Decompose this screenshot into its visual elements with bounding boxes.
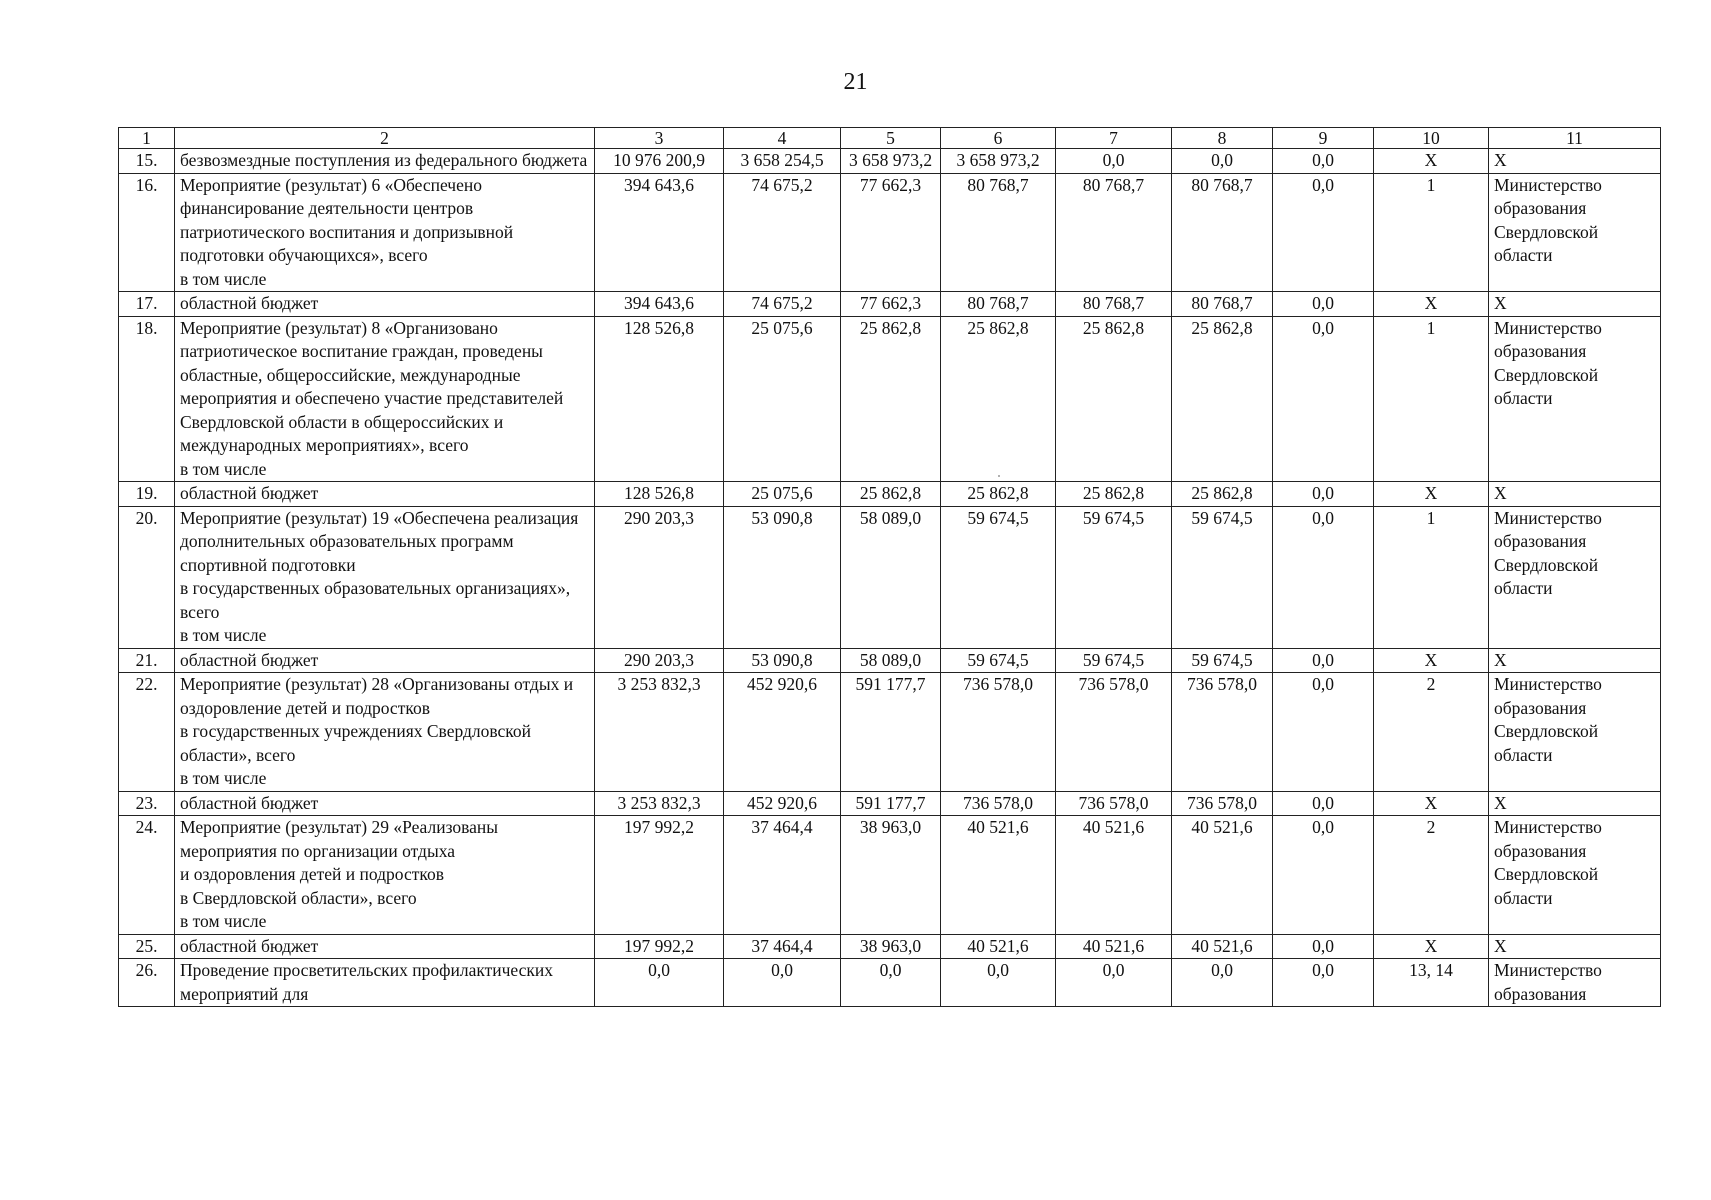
- value-cell-text: 394 643,6: [624, 174, 694, 195]
- value-cell: [941, 316, 1056, 482]
- value-cell-text: 452 920,6: [747, 792, 817, 813]
- target-index-cell-text: 13, 14: [1409, 960, 1453, 980]
- value-cell-text: 58 089,0: [859, 649, 922, 670]
- table-row: [119, 173, 1661, 292]
- value-cell: [1273, 934, 1374, 959]
- value-cell: [724, 934, 841, 959]
- value-cell-text: 0,0: [1312, 293, 1334, 313]
- description-cell: [175, 959, 595, 1007]
- value-cell: [841, 791, 941, 816]
- value-cell-text: 74 675,2: [751, 174, 813, 195]
- value-cell: [1172, 959, 1273, 1007]
- value-cell: [595, 149, 724, 174]
- value-cell: [1172, 934, 1273, 959]
- value-cell-text: 736 578,0: [1187, 792, 1257, 813]
- value-cell: [1056, 506, 1172, 648]
- value-cell-text: 38 963,0: [859, 817, 922, 837]
- value-cell: [1172, 506, 1273, 648]
- row-number-cell: [119, 482, 175, 507]
- responsible-executor-cell-text: Министерство образования: [1494, 960, 1602, 1004]
- row-number-cell-text: 22.: [135, 674, 158, 694]
- responsible-executor-cell: [1489, 791, 1661, 816]
- responsible-executor-cell-text: Х: [1494, 649, 1507, 670]
- column-header: 11: [1489, 128, 1661, 149]
- value-cell: [941, 816, 1056, 935]
- value-cell: [941, 149, 1056, 174]
- table-row: [119, 673, 1661, 792]
- description-cell: [175, 791, 595, 816]
- value-cell: [724, 648, 841, 673]
- value-cell-text: 25 075,6: [751, 483, 813, 503]
- value-cell: [1172, 149, 1273, 174]
- row-number-cell: [119, 959, 175, 1007]
- value-cell-text: 591 177,7: [855, 674, 926, 694]
- description-cell: [175, 292, 595, 317]
- value-cell: [1056, 316, 1172, 482]
- value-cell: [595, 816, 724, 935]
- description-cell-text: Проведение просветительских профилактических мероприятий для: [180, 960, 554, 1004]
- value-cell: [595, 648, 724, 673]
- value-cell-text: 59 674,5: [1191, 649, 1253, 670]
- value-cell-text: 0,0: [1312, 317, 1334, 338]
- row-number-cell: [119, 173, 175, 292]
- target-index-cell-text: Х: [1424, 792, 1438, 813]
- target-index-cell: [1374, 316, 1489, 482]
- description-cell-text: безвозмездные поступления из федерального бюджета: [180, 150, 588, 170]
- description-cell-text: Мероприятие (результат) 28 «Организованы отдых и оздоровление детей и подростков в государственных учреждениях Свердловской области», всего в том числе: [180, 674, 574, 788]
- value-cell-text: 74 675,2: [751, 293, 813, 313]
- value-cell: [1273, 673, 1374, 792]
- table-row: [119, 959, 1661, 1007]
- value-cell-text: 80 768,7: [1082, 293, 1145, 313]
- description-cell-text: областной бюджет: [180, 935, 319, 956]
- responsible-executor-cell-text: Министерство образования Свердловской области: [1494, 674, 1602, 765]
- responsible-executor-cell: [1489, 292, 1661, 317]
- value-cell-text: 0,0: [1102, 150, 1125, 170]
- value-cell: [595, 791, 724, 816]
- value-cell: [724, 316, 841, 482]
- responsible-executor-cell-text: Министерство образования Свердловской области: [1494, 817, 1602, 908]
- value-cell-text: 80 768,7: [967, 174, 1029, 195]
- description-cell-text: областной бюджет: [180, 293, 319, 313]
- value-cell: [724, 959, 841, 1007]
- value-cell-text: 0,0: [1312, 792, 1334, 813]
- row-number-cell-text: 25.: [135, 935, 158, 956]
- value-cell-text: 25 862,8: [859, 483, 922, 503]
- value-cell-text: 736 578,0: [1187, 674, 1257, 694]
- value-cell-text: 25 862,8: [1191, 483, 1253, 503]
- value-cell: [1056, 292, 1172, 317]
- description-cell-text: областной бюджет: [180, 792, 319, 813]
- value-cell: [724, 673, 841, 792]
- value-cell: [1273, 482, 1374, 507]
- value-cell-text: 452 920,6: [747, 674, 817, 694]
- value-cell: [595, 173, 724, 292]
- value-cell: [841, 506, 941, 648]
- target-index-cell-text: 1: [1426, 317, 1436, 338]
- value-cell: [595, 506, 724, 648]
- value-cell: [724, 292, 841, 317]
- value-cell: [841, 316, 941, 482]
- value-cell: [941, 673, 1056, 792]
- value-cell-text: 736 578,0: [1078, 792, 1149, 813]
- value-cell-text: 0,0: [987, 960, 1009, 980]
- page-number: 21: [843, 69, 868, 95]
- value-cell-text: 736 578,0: [963, 792, 1033, 813]
- row-number-cell-text: 18.: [135, 317, 158, 338]
- value-cell: [841, 816, 941, 935]
- description-cell-text: областной бюджет: [180, 649, 319, 670]
- responsible-executor-cell: [1489, 316, 1661, 482]
- target-index-cell: [1374, 648, 1489, 673]
- value-cell-text: 290 203,3: [624, 507, 694, 528]
- value-cell: [1172, 648, 1273, 673]
- row-number-cell: [119, 316, 175, 482]
- description-cell: [175, 673, 595, 792]
- value-cell-text: 0,0: [1312, 935, 1334, 956]
- description-cell-text: Мероприятие (результат) 29 «Реализованы мероприятия по организации отдыха и оздоровления детей и подростков в Свердловской области», всего в том числе: [180, 817, 499, 931]
- table-row: [119, 648, 1661, 673]
- responsible-executor-cell-text: Х: [1494, 792, 1507, 813]
- description-cell-text: Мероприятие (результат) 6 «Обеспечено финансирование деятельности центров патриотического воспитания и допризывной подготовки обучающихся», всего в том числе: [180, 174, 514, 289]
- column-header: 9: [1273, 128, 1374, 149]
- value-cell-text: 0,0: [1312, 674, 1334, 694]
- value-cell-text: 0,0: [1312, 507, 1334, 528]
- value-cell-text: 40 521,6: [1082, 935, 1145, 956]
- value-cell: [941, 648, 1056, 673]
- value-cell-text: 3 658 973,2: [956, 150, 1040, 170]
- row-number-cell: [119, 648, 175, 673]
- target-index-cell: [1374, 791, 1489, 816]
- description-cell-text: Мероприятие (результат) 8 «Организовано патриотическое воспитание граждан, проведены областные, общероссийские, международные мероприятия и обеспечено участие представителей Свердловской области в общероссийских и международных мероприятиях», всего в том числе: [180, 317, 564, 479]
- value-cell: [941, 506, 1056, 648]
- responsible-executor-cell-text: Х: [1494, 483, 1507, 503]
- budget-table: [118, 127, 1661, 1007]
- row-number-cell-text: 15.: [135, 150, 158, 170]
- value-cell: [841, 959, 941, 1007]
- value-cell-text: 0,0: [1102, 960, 1125, 980]
- row-number-cell-text: 24.: [135, 817, 158, 837]
- value-cell-text: 0,0: [771, 960, 793, 980]
- value-cell: [1172, 316, 1273, 482]
- value-cell-text: 25 862,8: [859, 317, 922, 338]
- value-cell-text: 10 976 200,9: [613, 150, 705, 170]
- value-cell: [1273, 316, 1374, 482]
- value-cell: [1172, 482, 1273, 507]
- value-cell: [1056, 482, 1172, 507]
- value-cell-text: 0,0: [1211, 960, 1233, 980]
- value-cell-text: 53 090,8: [751, 649, 813, 670]
- column-header: 7: [1056, 128, 1172, 149]
- value-cell-text: 128 526,8: [624, 483, 694, 503]
- responsible-executor-cell: [1489, 816, 1661, 935]
- value-cell: [1056, 816, 1172, 935]
- responsible-executor-cell: [1489, 648, 1661, 673]
- description-cell: [175, 934, 595, 959]
- value-cell: [841, 673, 941, 792]
- value-cell-text: 59 674,5: [967, 649, 1029, 670]
- value-cell: [1056, 673, 1172, 792]
- value-cell-text: 53 090,8: [751, 507, 813, 528]
- value-cell-text: 0,0: [1312, 960, 1334, 980]
- target-index-cell: [1374, 482, 1489, 507]
- value-cell-text: 736 578,0: [963, 674, 1033, 694]
- table-row: [119, 791, 1661, 816]
- scan-speck: [998, 475, 1000, 477]
- table-row: [119, 482, 1661, 507]
- table-body: [119, 149, 1661, 1007]
- value-cell: [595, 316, 724, 482]
- value-cell-text: 0,0: [1211, 150, 1233, 170]
- responsible-executor-cell: [1489, 482, 1661, 507]
- description-cell: [175, 506, 595, 648]
- value-cell: [941, 482, 1056, 507]
- target-index-cell: [1374, 173, 1489, 292]
- column-header: 5: [841, 128, 941, 149]
- target-index-cell-text: 2: [1426, 817, 1436, 837]
- table-row: [119, 934, 1661, 959]
- target-index-cell-text: 2: [1426, 674, 1436, 694]
- value-cell: [1172, 791, 1273, 816]
- responsible-executor-cell: [1489, 149, 1661, 174]
- value-cell-text: 25 862,8: [1191, 317, 1253, 338]
- value-cell: [1273, 816, 1374, 935]
- column-header: 2: [175, 128, 595, 149]
- responsible-executor-cell-text: Министерство образования Свердловской области: [1494, 317, 1602, 408]
- table-row: [119, 149, 1661, 174]
- value-cell-text: 197 992,2: [624, 817, 694, 837]
- value-cell: [595, 482, 724, 507]
- responsible-executor-cell: [1489, 959, 1661, 1007]
- row-number-cell-text: 17.: [135, 293, 158, 313]
- responsible-executor-cell: [1489, 506, 1661, 648]
- target-index-cell: [1374, 959, 1489, 1007]
- value-cell-text: 80 768,7: [1082, 174, 1145, 195]
- value-cell: [1273, 648, 1374, 673]
- target-index-cell-text: Х: [1424, 649, 1438, 670]
- value-cell-text: 591 177,7: [855, 792, 926, 813]
- responsible-executor-cell-text: Министерство образования Свердловской области: [1494, 174, 1602, 265]
- value-cell-text: 25 862,8: [1082, 483, 1145, 503]
- value-cell-text: 128 526,8: [624, 317, 694, 338]
- table-row: [119, 316, 1661, 482]
- value-cell: [941, 959, 1056, 1007]
- value-cell: [1273, 791, 1374, 816]
- value-cell-text: 37 464,4: [751, 817, 813, 837]
- target-index-cell-text: Х: [1424, 935, 1438, 956]
- column-header: 3: [595, 128, 724, 149]
- value-cell-text: 736 578,0: [1078, 674, 1149, 694]
- value-cell: [1273, 959, 1374, 1007]
- value-cell: [941, 934, 1056, 959]
- value-cell: [1056, 791, 1172, 816]
- value-cell-text: 80 768,7: [1191, 174, 1253, 195]
- value-cell-text: 3 253 832,3: [617, 792, 701, 813]
- column-header: 1: [119, 128, 175, 149]
- row-number-cell: [119, 673, 175, 792]
- value-cell-text: 0,0: [648, 960, 670, 980]
- target-index-cell: [1374, 149, 1489, 174]
- value-cell: [841, 149, 941, 174]
- value-cell: [1273, 149, 1374, 174]
- target-index-cell: [1374, 934, 1489, 959]
- value-cell-text: 40 521,6: [1191, 817, 1253, 837]
- value-cell-text: 59 674,5: [1082, 649, 1145, 670]
- row-number-cell-text: 19.: [135, 483, 158, 503]
- target-index-cell: [1374, 292, 1489, 317]
- value-cell-text: 80 768,7: [967, 293, 1029, 313]
- column-header: 8: [1172, 128, 1273, 149]
- row-number-cell: [119, 791, 175, 816]
- value-cell: [724, 482, 841, 507]
- value-cell-text: 58 089,0: [859, 507, 922, 528]
- responsible-executor-cell: [1489, 173, 1661, 292]
- row-number-cell-text: 16.: [135, 174, 158, 195]
- description-cell: [175, 816, 595, 935]
- value-cell: [595, 959, 724, 1007]
- value-cell-text: 40 521,6: [1191, 935, 1253, 956]
- value-cell-text: 197 992,2: [624, 935, 694, 956]
- value-cell: [1273, 292, 1374, 317]
- value-cell: [724, 791, 841, 816]
- value-cell: [1056, 959, 1172, 1007]
- responsible-executor-cell: [1489, 934, 1661, 959]
- target-index-cell: [1374, 816, 1489, 935]
- value-cell: [1273, 173, 1374, 292]
- value-cell-text: 59 674,5: [1082, 507, 1145, 528]
- row-number-cell-text: 26.: [135, 960, 158, 980]
- value-cell: [1172, 292, 1273, 317]
- value-cell: [841, 292, 941, 317]
- target-index-cell-text: 1: [1426, 174, 1436, 195]
- responsible-executor-cell-text: Х: [1494, 935, 1507, 956]
- column-header: 4: [724, 128, 841, 149]
- column-header: 6: [941, 128, 1056, 149]
- target-index-cell-text: 1: [1426, 507, 1436, 528]
- value-cell: [595, 934, 724, 959]
- target-index-cell-text: Х: [1424, 483, 1438, 503]
- value-cell: [595, 292, 724, 317]
- value-cell-text: 0,0: [1312, 150, 1334, 170]
- responsible-executor-cell: [1489, 673, 1661, 792]
- value-cell-text: 0,0: [1312, 649, 1334, 670]
- value-cell: [1056, 173, 1172, 292]
- value-cell-text: 3 658 973,2: [848, 150, 933, 170]
- value-cell: [724, 173, 841, 292]
- row-number-cell: [119, 506, 175, 648]
- value-cell-text: 80 768,7: [1191, 293, 1253, 313]
- value-cell-text: 77 662,3: [859, 174, 922, 195]
- table-row: [119, 816, 1661, 935]
- description-cell-text: областной бюджет: [180, 483, 319, 503]
- value-cell: [1172, 673, 1273, 792]
- value-cell: [724, 149, 841, 174]
- description-cell-text: Мероприятие (результат) 19 «Обеспечена реализация дополнительных образовательных программ спортивной подготовки в государственных образовательных организациях», всего в том числе: [180, 507, 579, 645]
- responsible-executor-cell-text: Х: [1494, 293, 1507, 313]
- value-cell: [724, 816, 841, 935]
- description-cell: [175, 173, 595, 292]
- value-cell: [941, 173, 1056, 292]
- value-cell: [841, 934, 941, 959]
- row-number-cell-text: 20.: [135, 507, 158, 528]
- target-index-cell: [1374, 673, 1489, 792]
- value-cell-text: 59 674,5: [967, 507, 1029, 528]
- row-number-cell: [119, 149, 175, 174]
- row-number-cell: [119, 292, 175, 317]
- value-cell: [595, 673, 724, 792]
- column-header: 10: [1374, 128, 1489, 149]
- value-cell-text: 25 862,8: [967, 317, 1029, 338]
- value-cell: [841, 173, 941, 292]
- value-cell: [724, 506, 841, 648]
- target-index-cell-text: Х: [1424, 150, 1438, 170]
- value-cell-text: 3 658 254,5: [740, 150, 824, 170]
- value-cell: [841, 648, 941, 673]
- value-cell: [1056, 934, 1172, 959]
- value-cell: [1056, 149, 1172, 174]
- value-cell-text: 40 521,6: [1082, 817, 1145, 837]
- target-index-cell: [1374, 506, 1489, 648]
- value-cell-text: 59 674,5: [1191, 507, 1253, 528]
- table-row: [119, 292, 1661, 317]
- column-number-row: [119, 128, 1661, 149]
- value-cell-text: 40 521,6: [967, 817, 1029, 837]
- value-cell-text: 38 963,0: [859, 935, 922, 956]
- value-cell-text: 40 521,6: [967, 935, 1029, 956]
- row-number-cell-text: 21.: [135, 649, 158, 670]
- value-cell: [841, 482, 941, 507]
- description-cell: [175, 482, 595, 507]
- value-cell: [1273, 506, 1374, 648]
- row-number-cell: [119, 816, 175, 935]
- row-number-cell: [119, 934, 175, 959]
- value-cell-text: 77 662,3: [859, 293, 922, 313]
- value-cell: [941, 292, 1056, 317]
- value-cell-text: 25 862,8: [1082, 317, 1145, 338]
- value-cell: [1056, 648, 1172, 673]
- value-cell-text: 25 862,8: [967, 483, 1029, 503]
- value-cell-text: 0,0: [1312, 817, 1334, 837]
- value-cell-text: 3 253 832,3: [617, 674, 701, 694]
- value-cell: [1172, 816, 1273, 935]
- row-number-cell-text: 23.: [135, 792, 158, 813]
- target-index-cell-text: Х: [1424, 293, 1438, 313]
- table-row: [119, 506, 1661, 648]
- value-cell-text: 290 203,3: [624, 649, 694, 670]
- value-cell-text: 25 075,6: [751, 317, 813, 338]
- description-cell: [175, 316, 595, 482]
- value-cell: [941, 791, 1056, 816]
- value-cell: [1172, 173, 1273, 292]
- responsible-executor-cell-text: Х: [1494, 150, 1507, 170]
- value-cell-text: 0,0: [1312, 483, 1334, 503]
- responsible-executor-cell-text: Министерство образования Свердловской области: [1494, 507, 1602, 598]
- description-cell: [175, 149, 595, 174]
- value-cell-text: 0,0: [1312, 174, 1334, 195]
- value-cell-text: 37 464,4: [751, 935, 813, 956]
- value-cell-text: 0,0: [879, 960, 902, 980]
- description-cell: [175, 648, 595, 673]
- value-cell-text: 394 643,6: [624, 293, 694, 313]
